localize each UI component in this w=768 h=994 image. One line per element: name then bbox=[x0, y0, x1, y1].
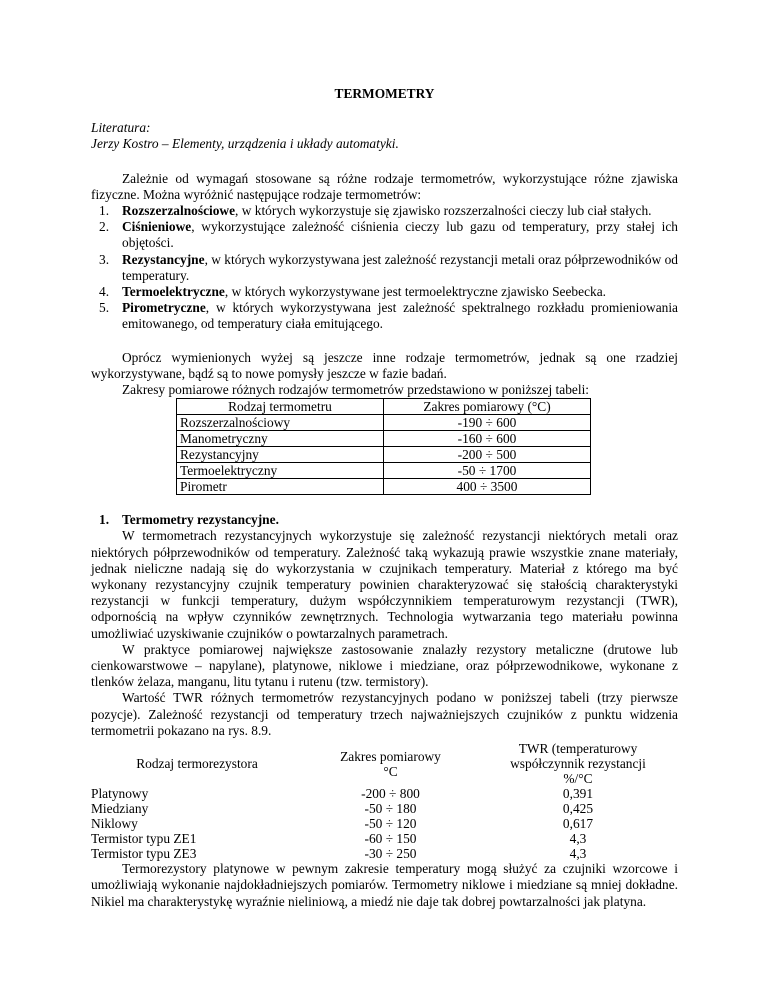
table-row: Pirometr 400 ÷ 3500 bbox=[177, 479, 591, 495]
table-row: Niklowy -50 ÷ 120 0,617 bbox=[91, 816, 594, 832]
table-row: Termistor typu ZE3 -30 ÷ 250 4,3 bbox=[91, 846, 587, 862]
section-heading: 1. Termometry rezystancyjne. bbox=[99, 512, 279, 528]
table-row: Platynowy -200 ÷ 800 0,391 bbox=[91, 786, 594, 802]
literature-label: Literatura: bbox=[91, 120, 151, 136]
section1-paragraph-3: Wartość TWR różnych termometrów rezystancyjnych podano w poniższej tabeli (trzy pierwsze pozycje). Zależność rezystancji od temperatury trzech najważniejszych czujników z punktu widzenia termometrii pokazano na rys. 8.9. bbox=[91, 690, 678, 738]
other-types-paragraph: Oprócz wymienionych wyżej są jeszcze inne rodzaje termometrów, jednak są one rzadziej wykorzystywane, bądź są to nowe pomysły jeszcze w fazie badań. bbox=[91, 349, 678, 381]
page-title: TERMOMETRY bbox=[334, 86, 435, 101]
document-page bbox=[91, 86, 678, 910]
section1-paragraph-1: W termometrach rezystancyjnych wykorzystuje się zależność rezystancji niektórych metali oraz niektórych półprzewodników od temperatury. Zależność taką wykazują prawie wszystkie znane materiały, jednak nieliczne nadają się do wykorzystania w czujnikach temperatury. Materiał z którego ma być wykonany rezystancyjny czujnik temperatury powinien charakteryzować się stałością charakterystyki rezystancji w funkcji temperatury, dużym współczynnikiem temperaturowym rezystancji (TWR), odpornością na wpływ czynników zewnętrznych. Technologia wytwarzania tego materiału powinna umożliwiać uzyskiwanie czujników o powtarzalnych parametrach. bbox=[91, 528, 678, 641]
table-header: Zakres pomiarowy °C bbox=[340, 748, 441, 779]
twr-table bbox=[91, 741, 678, 861]
list-item: 3. Rezystancyjne, w których wykorzystywana jest zależność rezystancji metali oraz półprzewodników od temperatury. bbox=[99, 251, 678, 283]
table-row: Rezystancyjny -200 ÷ 500 bbox=[177, 447, 591, 463]
section1-paragraph-2: W praktyce pomiarowej największe zastosowanie znalazły rezystory metaliczne (drutowe lub cienkowarstwowe – napylane), platynowe, niklowe i miedziane, oraz półprzewodnikowe, wykonane z tlenków żelaza, manganu, litu tytanu i rutenu (tzw. termistory). bbox=[91, 641, 678, 690]
list-item: 4. Termoelektryczne, w których wykorzystywane jest termoelektryczne zjawisko Seebecka. bbox=[99, 284, 606, 300]
table-header: Rodzaj termometru bbox=[177, 399, 384, 415]
list-item: 1. Rozszerzalnościowe, w których wykorzystuje się zjawisko rozszerzalności cieczy lub ciał stałych. bbox=[99, 203, 652, 219]
table-row: Manometryczny -160 ÷ 600 bbox=[177, 431, 591, 447]
table-header: TWR (temperaturowy współczynnik rezystancji %/°C bbox=[510, 741, 646, 787]
table-row: Termoelektryczny -50 ÷ 1700 bbox=[177, 463, 591, 479]
table-row: Miedziany -50 ÷ 180 0,425 bbox=[91, 801, 594, 817]
table-header-row bbox=[177, 399, 591, 415]
intro-paragraph: Zależnie od wymagań stosowane są różne rodzaje termometrów, wykorzystujące różne zjawiska fizyczne. Można wyróżnić następujące rodzaje termometrów: bbox=[91, 170, 678, 202]
section1-paragraph-4: Termorezystory platynowe w pewnym zakresie temperatury mogą służyć za czujniki wzorcowe i umożliwiają wykonanie najdokładniejszych pomiarów. Termometry niklowe i miedziane są mniej dokładne. Nikiel ma charakterystykę wyraźnie nieliniową, a miedź nie daje tak dobrej powtarzalności jak platyna. bbox=[91, 861, 678, 909]
thermometer-types-list bbox=[91, 203, 678, 333]
table-row: Termistor typu ZE1 -60 ÷ 150 4,3 bbox=[91, 831, 587, 847]
ranges-table bbox=[176, 398, 591, 495]
list-item: 2. Ciśnieniowe, wykorzystujące zależność ciśnienia cieczy lub gazu od temperatury, przy stałej ich objętości. bbox=[99, 219, 678, 251]
table-row: Rozszerzalnościowy -190 ÷ 600 bbox=[177, 415, 591, 431]
ranges-paragraph: Zakresy pomiarowe różnych rodzajów termometrów przedstawiono w poniższej tabeli: bbox=[122, 382, 590, 398]
list-item: 5. Pirometryczne, w których wykorzystywana jest zależność spektralnego rozkładu promieniowania emitowanego, od temperatury ciała emitującego. bbox=[99, 300, 678, 332]
table-header: Zakres pomiarowy (°C) bbox=[384, 399, 591, 415]
table-header: Rodzaj termorezystora bbox=[136, 756, 258, 772]
literature-reference: Jerzy Kostro – Elementy, urządzenia i układy automatyki. bbox=[91, 136, 399, 152]
table-header-row bbox=[91, 741, 678, 786]
literature-block bbox=[91, 120, 678, 152]
